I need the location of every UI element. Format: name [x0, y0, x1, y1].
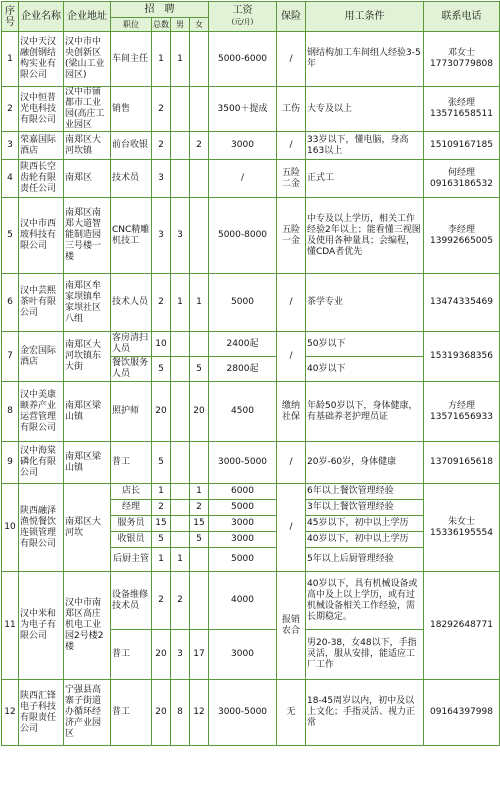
cell-male [171, 500, 190, 516]
cell-female: 1 [190, 274, 209, 332]
cell-female [190, 572, 209, 630]
cell-position: 技术人员 [111, 274, 152, 332]
cell-no: 3 [2, 132, 19, 160]
cell-phone: 15109167185 [424, 132, 500, 160]
cell-position: 设备维修技术员 [111, 572, 152, 630]
cell-company: 汉中市西玻科技有限公司 [19, 198, 64, 274]
cell-insurance: / [277, 332, 306, 382]
table-row [2, 160, 500, 198]
cell-insurance: 五险二金 [277, 160, 306, 198]
cell-address: 南郑区牟家坝镇牟家坝社区八组 [64, 274, 111, 332]
cell-salary: 5000 [209, 274, 277, 332]
cell-phone: 09164397998 [424, 680, 500, 746]
cell-position: 照护师 [111, 382, 152, 442]
cell-address: 南郑区梁山镇 [64, 442, 111, 484]
header-female: 女 [190, 18, 209, 32]
cell-address: 汉中市南郑区高庄机电工业园2号楼2楼 [64, 572, 111, 680]
cell-total: 3 [152, 160, 171, 198]
cell-position: 普工 [111, 680, 152, 746]
cell-male [171, 382, 190, 442]
cell-insurance: 五险一金 [277, 198, 306, 274]
cell-insurance: 缴纳社保 [277, 382, 306, 442]
cell-salary: 3500＋提成 [209, 87, 277, 132]
cell-company: 金宏国际酒店 [19, 332, 64, 382]
header-phone: 联系电话 [424, 2, 500, 32]
cell-male [171, 484, 190, 500]
header-position: 职位 [111, 18, 152, 32]
cell-address: 南郑区南郑大道智能制造园三号楼一楼 [64, 198, 111, 274]
header-male: 男 [171, 18, 190, 32]
cell-address: 汉中市中央创新区(梁山工业园区) [64, 32, 111, 87]
header-recruit: 招 聘 [111, 2, 209, 18]
cell-male [171, 160, 190, 198]
cell-total: 3 [152, 198, 171, 274]
cell-female: 20 [190, 382, 209, 442]
cell-salary: 3000 [209, 516, 277, 532]
cell-salary: 5000-6000 [209, 32, 277, 87]
cell-male: 3 [171, 630, 190, 680]
cell-address: 南郑区大河坎镇 [64, 132, 111, 160]
cell-phone: 朱女士 15336195554 [424, 484, 500, 572]
cell-insurance: / [277, 274, 306, 332]
cell-total: 5 [152, 442, 171, 484]
cell-phone: 张经理 13571658511 [424, 87, 500, 132]
cell-conditions: 5年以上后厨管理经验 [306, 548, 424, 572]
table-row [2, 382, 500, 442]
cell-salary: 5000 [209, 548, 277, 572]
cell-company: 陕西汇锋电子科技有限责任公司 [19, 680, 64, 746]
cell-total: 2 [152, 572, 171, 630]
cell-male [171, 87, 190, 132]
cell-salary: 3000-5000 [209, 442, 277, 484]
cell-company: 汉中海棠磷化有限公司 [19, 442, 64, 484]
cell-phone: 13474335469 [424, 274, 500, 332]
cell-conditions: 男20-38，女48以下，手指灵活，服从安排，能适应工厂工作 [306, 630, 424, 680]
cell-female [190, 332, 209, 357]
cell-conditions: 40岁以下 [306, 357, 424, 382]
cell-conditions: 茶学专业 [306, 274, 424, 332]
cell-position: 后厨主管 [111, 548, 152, 572]
cell-salary: 2400起 [209, 332, 277, 357]
cell-address: 宁强县高寨子街道办循环经济产业园区 [64, 680, 111, 746]
cell-phone: 何经理 09163186532 [424, 160, 500, 198]
cell-insurance: 工伤 [277, 87, 306, 132]
cell-salary: 3000-5000 [209, 680, 277, 746]
cell-conditions: 40岁以下，初中以上学历 [306, 532, 424, 548]
cell-female: 1 [190, 484, 209, 500]
cell-salary: 2800起 [209, 357, 277, 382]
cell-phone: 方经理 13571656933 [424, 382, 500, 442]
cell-salary: 5000-8000 [209, 198, 277, 274]
cell-conditions: 45岁以下，初中以上学历 [306, 516, 424, 532]
cell-total: 20 [152, 680, 171, 746]
cell-insurance: / [277, 32, 306, 87]
cell-address: 汉中市铺都市工业园(高庄工业园区 [64, 87, 111, 132]
cell-address: 南郑区 [64, 160, 111, 198]
cell-total: 20 [152, 382, 171, 442]
cell-no: 1 [2, 32, 19, 87]
cell-position: 客房清扫人员 [111, 332, 152, 357]
cell-female [190, 548, 209, 572]
cell-no: 6 [2, 274, 19, 332]
cell-male: 3 [171, 198, 190, 274]
cell-conditions: 20岁-60岁，身体健康 [306, 442, 424, 484]
cell-male [171, 442, 190, 484]
cell-female [190, 442, 209, 484]
cell-male [171, 357, 190, 382]
cell-address: 南郑区大河坎镇东大街 [64, 332, 111, 382]
cell-female: 12 [190, 680, 209, 746]
cell-total: 1 [152, 32, 171, 87]
cell-insurance: 报销农合 [277, 572, 306, 680]
cell-male [171, 532, 190, 548]
table-row [2, 87, 500, 132]
cell-total: 10 [152, 332, 171, 357]
cell-position: 普工 [111, 442, 152, 484]
cell-company: 汉中芸熙茶叶有限公司 [19, 274, 64, 332]
cell-phone: 13709165618 [424, 442, 500, 484]
cell-phone: 李经理 13992665005 [424, 198, 500, 274]
cell-position: 店长 [111, 484, 152, 500]
cell-male [171, 332, 190, 357]
cell-address: 南郑区大河坎 [64, 484, 111, 572]
cell-female: 17 [190, 630, 209, 680]
cell-no: 4 [2, 160, 19, 198]
cell-female: 2 [190, 500, 209, 516]
cell-total: 20 [152, 630, 171, 680]
cell-male: 1 [171, 548, 190, 572]
cell-position: 普工 [111, 630, 152, 680]
cell-position: CNC精雕机技工 [111, 198, 152, 274]
cell-phone: 邓女士 17730779808 [424, 32, 500, 87]
cell-insurance: / [277, 442, 306, 484]
cell-salary: 6000 [209, 484, 277, 500]
cell-salary: 3000 [209, 132, 277, 160]
cell-conditions: 3年以上餐饮管理经验 [306, 500, 424, 516]
cell-salary: 4000 [209, 572, 277, 630]
cell-salary: 4500 [209, 382, 277, 442]
header-conditions: 用工条件 [306, 2, 424, 32]
cell-no: 9 [2, 442, 19, 484]
cell-no: 12 [2, 680, 19, 746]
cell-female: 15 [190, 516, 209, 532]
cell-total: 1 [152, 484, 171, 500]
cell-position: 收银员 [111, 532, 152, 548]
cell-position: 服务员 [111, 516, 152, 532]
cell-total: 2 [152, 500, 171, 516]
cell-female [190, 87, 209, 132]
cell-conditions: 正式工 [306, 160, 424, 198]
cell-conditions: 6年以上餐饮管理经验 [306, 484, 424, 500]
cell-female [190, 32, 209, 87]
cell-insurance: / [277, 132, 306, 160]
cell-position: 前台收银 [111, 132, 152, 160]
cell-company: 汉中米和为电子有限公司 [19, 572, 64, 680]
table-row [2, 572, 500, 630]
cell-position: 经理 [111, 500, 152, 516]
table-row [2, 274, 500, 332]
header-company: 企业名称 [19, 2, 64, 32]
cell-male: 2 [171, 572, 190, 630]
cell-no: 7 [2, 332, 19, 382]
cell-company: 陕西融泽渔悦餐饮连锁管理有限公司 [19, 484, 64, 572]
cell-salary: 3000 [209, 630, 277, 680]
cell-conditions: 年龄50岁以下，身体健康，有基础养老护理员证 [306, 382, 424, 442]
cell-no: 2 [2, 87, 19, 132]
cell-total: 1 [152, 548, 171, 572]
cell-female: 2 [190, 132, 209, 160]
cell-salary: 3000 [209, 532, 277, 548]
table-row [2, 132, 500, 160]
table-body [2, 32, 500, 746]
cell-position: 车间主任 [111, 32, 152, 87]
cell-total: 5 [152, 357, 171, 382]
cell-salary: 5000 [209, 500, 277, 516]
cell-phone: 15319368356 [424, 332, 500, 382]
table-row [2, 32, 500, 87]
cell-insurance: 无 [277, 680, 306, 746]
cell-company: 荣嘉国际酒店 [19, 132, 64, 160]
cell-male: 1 [171, 274, 190, 332]
cell-total: 2 [152, 132, 171, 160]
cell-male [171, 516, 190, 532]
cell-position: 技术员 [111, 160, 152, 198]
header-address: 企业地址 [64, 2, 111, 32]
cell-conditions: 中专及以上学历，相关工作经验2年以上；能看懂三视图及使用各种量具；会编程，懂CDA者优先 [306, 198, 424, 274]
cell-position: 销售 [111, 87, 152, 132]
cell-conditions: 18-45周岁以内，初中及以上文化；手指灵活、视力正常 [306, 680, 424, 746]
cell-male: 8 [171, 680, 190, 746]
cell-total: 15 [152, 516, 171, 532]
table-row [2, 484, 500, 500]
cell-company: 陕西长空齿轮有限责任公司 [19, 160, 64, 198]
cell-conditions: 大专及以上 [306, 87, 424, 132]
cell-total: 2 [152, 274, 171, 332]
header-total: 总数 [152, 18, 171, 32]
cell-conditions: 40岁以下，具有机械设备或高中及上以上学历，或有过机械设备相关工作经验，需长期稳定。 [306, 572, 424, 630]
cell-conditions: 33岁以下，懂电脑，身高163以上 [306, 132, 424, 160]
cell-female [190, 198, 209, 274]
table-row [2, 332, 500, 357]
recruitment-table [1, 1, 500, 746]
cell-company: 汉中天汉融创钢结构实业有限公司 [19, 32, 64, 87]
cell-no: 10 [2, 484, 19, 572]
table-row [2, 680, 500, 746]
cell-company: 汉中恒普光电科技有限公司 [19, 87, 64, 132]
cell-no: 5 [2, 198, 19, 274]
cell-total: 5 [152, 532, 171, 548]
cell-phone: 18292648771 [424, 572, 500, 680]
cell-salary: / [209, 160, 277, 198]
table-row [2, 442, 500, 484]
cell-no: 11 [2, 572, 19, 680]
cell-conditions: 50岁以下 [306, 332, 424, 357]
cell-conditions: 钢结构加工车间组人经验3-5年 [306, 32, 424, 87]
table-row [2, 198, 500, 274]
cell-total: 2 [152, 87, 171, 132]
cell-address: 南郑区梁山镇 [64, 382, 111, 442]
table-header [2, 2, 500, 32]
cell-position: 餐饮服务人员 [111, 357, 152, 382]
cell-company: 汉中美康颐养产业运营管理有限公司 [19, 382, 64, 442]
cell-male [171, 132, 190, 160]
cell-female: 5 [190, 532, 209, 548]
cell-female: 5 [190, 357, 209, 382]
header-insurance: 保险 [277, 2, 306, 32]
header-no: 序号 [2, 2, 19, 32]
header-salary: 工资 (元/月) [209, 2, 277, 32]
cell-male: 1 [171, 32, 190, 87]
cell-insurance: / [277, 484, 306, 572]
cell-no: 8 [2, 382, 19, 442]
cell-female [190, 160, 209, 198]
